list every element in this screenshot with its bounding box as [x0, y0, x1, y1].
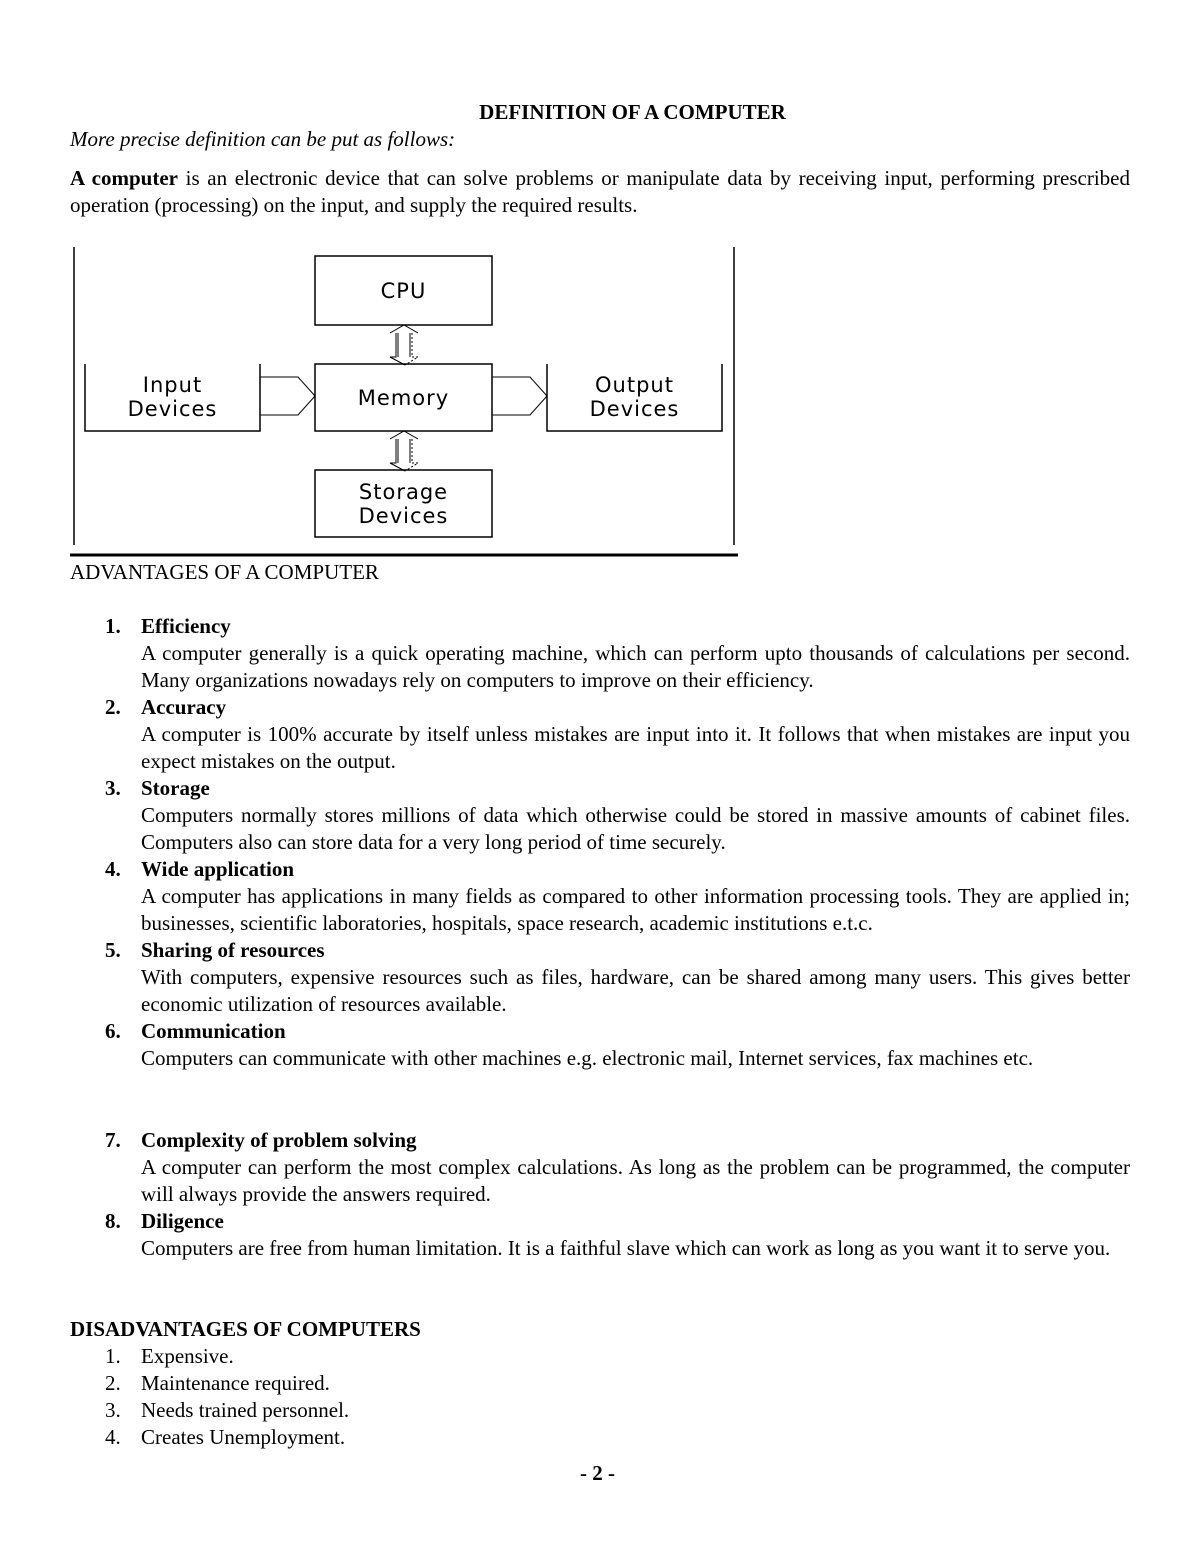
item-body: A computer is 100% accurate by itself unless mistakes are input into it. It follows that when mistakes are input you expect mistakes on the output.: [141, 722, 1130, 773]
item-text: Expensive.: [141, 1344, 234, 1368]
advantages-heading: ADVANTAGES OF A COMPUTER: [70, 560, 379, 584]
item-title: Wide application: [141, 857, 295, 881]
item-number: 3.: [105, 776, 121, 800]
output-label-line1: Output: [595, 373, 674, 397]
page-number: - 2 -: [580, 1461, 615, 1485]
item-number: 2.: [105, 695, 121, 719]
subtitle: More precise definition can be put as follows:: [70, 127, 456, 151]
list-item: [70, 1208, 1130, 1262]
disadvantages-list: [70, 1343, 349, 1451]
output-label-line2: Devices: [589, 397, 680, 421]
definition-text: is an electronic device that can solve problems or manipulate data by receiving input, performing prescribed operation (processing) on the input, and supply the required results.: [70, 166, 1130, 217]
list-item: [70, 856, 1130, 937]
item-number: 2.: [105, 1371, 121, 1395]
item-body: Computers can communicate with other machines e.g. electronic mail, Internet services, fax machines etc.: [141, 1046, 1034, 1070]
item-title: Storage: [141, 776, 210, 800]
item-number: 8.: [105, 1209, 121, 1233]
item-title: Complexity of problem solving: [141, 1128, 417, 1152]
list-item: [70, 937, 1130, 1018]
list-item: [70, 1424, 349, 1451]
item-title: Sharing of resources: [141, 938, 325, 962]
advantages-list-a: [70, 613, 1130, 1072]
disadvantages-heading: DISADVANTAGES OF COMPUTERS: [70, 1317, 421, 1341]
item-number: 1.: [105, 1344, 121, 1368]
list-item: [70, 775, 1130, 856]
input-arrow-bottom: [260, 396, 315, 415]
memory-label: Memory: [357, 386, 450, 410]
list-item: [70, 1018, 1130, 1072]
page-title: DEFINITION OF A COMPUTER: [479, 100, 786, 124]
output-devices-label: [547, 373, 722, 421]
item-title: Accuracy: [141, 695, 227, 719]
input-arrow-top: [260, 377, 315, 396]
item-number: 5.: [105, 938, 121, 962]
item-title: Communication: [141, 1019, 286, 1043]
item-number: 6.: [105, 1019, 121, 1043]
item-title: Efficiency: [141, 614, 231, 638]
definition-paragraph: [70, 165, 1130, 219]
definition-term: A computer: [70, 166, 178, 190]
item-body: A computer can perform the most complex calculations. As long as the problem can be programmed, the computer will always provide the answers required.: [141, 1155, 1130, 1206]
storage-devices-label: [315, 480, 492, 528]
item-number: 4.: [105, 1425, 121, 1449]
list-item: [70, 1127, 1130, 1208]
item-body: Computers normally stores millions of data which otherwise could be stored in massive amounts of cabinet files. Computers also can store data for a very long period of time securely.: [141, 803, 1130, 854]
cpu-label: CPU: [380, 279, 427, 303]
list-item: [70, 1343, 349, 1370]
item-body: A computer generally is a quick operating machine, which can perform upto thousands of calculations per second. Many organizations nowadays rely on computers to improve on their efficiency.: [141, 641, 1130, 692]
item-body: Computers are free from human limitation. It is a faithful slave which can work as long as you want it to serve you.: [141, 1236, 1111, 1260]
item-text: Creates Unemployment.: [141, 1425, 346, 1449]
item-title: Diligence: [141, 1209, 224, 1233]
item-number: 4.: [105, 857, 121, 881]
input-label-line1: Input: [142, 373, 203, 397]
item-text: Needs trained personnel.: [141, 1398, 350, 1422]
item-number: 7.: [105, 1128, 121, 1152]
memory-storage-arrow: [390, 431, 418, 471]
item-number: 1.: [105, 614, 121, 638]
storage-label-line1: Storage: [358, 480, 449, 504]
item-body: With computers, expensive resources such as files, hardware, can be shared among many users. This gives better economic utilization of resources available.: [141, 965, 1130, 1016]
storage-label-line2: Devices: [358, 504, 449, 528]
cpu-memory-arrow: [390, 325, 418, 365]
output-arrow-bottom: [492, 396, 547, 415]
advantages-list-b: [70, 1127, 1130, 1262]
item-number: 3.: [105, 1398, 121, 1422]
item-text: Maintenance required.: [141, 1371, 330, 1395]
list-item: [70, 1397, 349, 1424]
input-devices-label: [85, 373, 260, 421]
item-body: A computer has applications in many fields as compared to other information processing tools. They are applied in; businesses, scientific laboratories, hospitals, space research, academic institutions e.t.c.: [141, 884, 1130, 935]
list-item: [70, 694, 1130, 775]
list-item: [70, 1370, 349, 1397]
list-item: [70, 613, 1130, 694]
computer-block-diagram: [70, 245, 740, 560]
input-label-line2: Devices: [127, 397, 218, 421]
output-arrow-top: [492, 377, 547, 396]
